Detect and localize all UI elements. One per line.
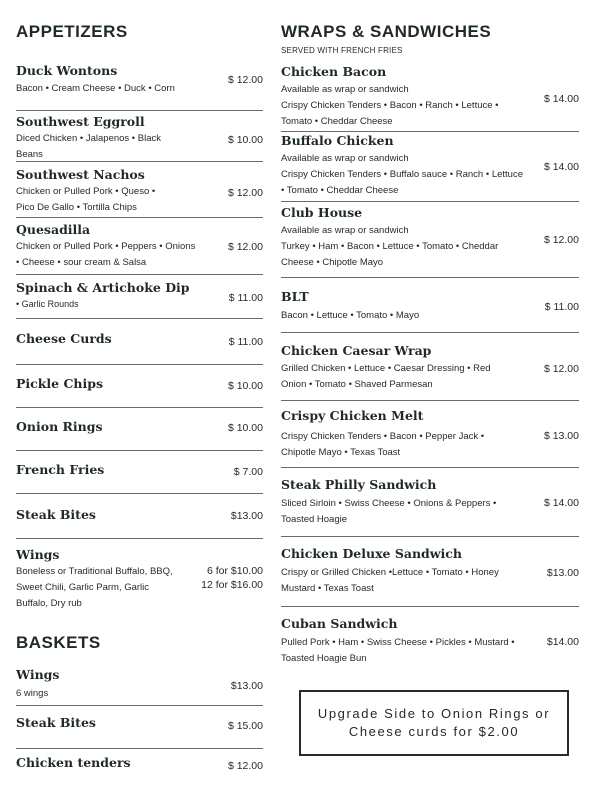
item-description: Chicken or Pulled Pork • Peppers • Onions • Cheese • sour cream & Salsa (16, 241, 196, 268)
menu-item (16, 715, 263, 749)
item-price: $ 10.00 (227, 380, 263, 392)
menu-item (16, 331, 263, 365)
item-ingredients: Turkey • Ham • Bacon • Lettuce • Tomato • Cheddar Cheese • Chipotle Mayo (281, 241, 499, 268)
item-name: Quesadilla (16, 222, 91, 237)
menu-item (281, 408, 579, 468)
menu-item (281, 616, 579, 670)
item-price: $ 10.00 (227, 134, 263, 146)
item-ingredients: Crispy Chicken Tenders • Bacon • Ranch • Lettuce • Tomato • Cheddar Cheese (281, 100, 499, 127)
baskets-title: BASKETS (16, 633, 101, 652)
wraps-title: WRAPS & SANDWICHES (281, 22, 492, 41)
item-name: Cuban Sandwich (281, 616, 398, 631)
appetizers-title: APPETIZERS (16, 22, 128, 41)
item-description: Crispy or Grilled Chicken •Lettuce • Tomato • Honey Mustard • Texas Toast (281, 567, 499, 594)
menu-item (281, 64, 579, 132)
menu-item (16, 419, 263, 451)
item-price: $ 11.00 (544, 301, 579, 313)
item-ingredients: Crispy Chicken Tenders • Buffalo sauce • Ranch • Lettuce • Tomato • Cheddar Cheese (281, 169, 523, 196)
item-name: Chicken tenders (16, 755, 131, 770)
item-price: $ 11.00 (228, 336, 263, 348)
menu-item (16, 507, 263, 539)
item-description: Boneless or Traditional Buffalo, BBQ, Sweet Chili, Garlic Parm, Garlic Buffalo, Dry rub (16, 566, 173, 609)
menu-item (16, 222, 263, 275)
item-price: $ 7.00 (233, 466, 263, 478)
item-price-option: 6 for $10.00 (206, 565, 263, 577)
item-price: $ 14.00 (543, 93, 579, 105)
item-description (281, 151, 526, 199)
item-description: Bacon • Cream Cheese • Duck • Corn (16, 83, 175, 94)
item-name: Steak Philly Sandwich (281, 477, 437, 492)
item-price: $13.00 (230, 510, 263, 522)
item-price-option: 12 for $16.00 (201, 579, 263, 591)
item-description: Grilled Chicken • Lettuce • Caesar Dressing • Red Onion • Tomato • Shaved Parmesan (281, 363, 491, 390)
menu-item (281, 546, 579, 607)
item-description: Sliced Sirloin • Swiss Cheese • Onions & Peppers • Toasted Hoagie (281, 498, 497, 525)
item-price: $14.00 (546, 636, 579, 648)
item-description: Bacon • Lettuce • Tomato • Mayo (281, 310, 420, 321)
item-description: • Garlic Rounds (16, 299, 79, 309)
item-description: Pulled Pork • Ham • Swiss Cheese • Pickles • Mustard • Toasted Hoagie Bun (281, 637, 515, 664)
item-description: Chicken or Pulled Pork • Queso • Pico De Gallo • Tortilla Chips (16, 186, 156, 213)
menu-item (16, 167, 263, 218)
item-description (281, 223, 526, 271)
menu-item (281, 289, 579, 333)
item-name: French Fries (16, 462, 105, 477)
item-price: $ 14.00 (543, 497, 579, 509)
item-name: Steak Bites (16, 507, 96, 522)
item-name: Chicken Bacon (281, 64, 387, 79)
item-availability: Available as wrap or sandwich (281, 225, 409, 236)
menu-item (16, 462, 263, 494)
item-availability: Available as wrap or sandwich (281, 153, 409, 164)
menu-item (281, 343, 579, 401)
item-price: $ 15.00 (227, 720, 263, 732)
menu-item (16, 755, 263, 781)
wraps-subtitle: SERVED WITH FRENCH FRIES (281, 46, 403, 55)
item-description: 6 wings (16, 688, 49, 699)
menu-item (16, 280, 263, 319)
item-price: $ 12.00 (227, 241, 263, 253)
menu-item (281, 133, 579, 202)
item-name: Club House (281, 205, 363, 220)
item-price: $ 10.00 (227, 422, 263, 434)
item-name: Wings (16, 667, 60, 682)
item-price: $ 14.00 (543, 161, 579, 173)
menu-item (16, 667, 263, 706)
item-name: Southwest Eggroll (16, 114, 145, 129)
menu-item (16, 547, 263, 611)
item-name: Cheese Curds (16, 331, 112, 346)
item-price: $ 12.00 (227, 187, 263, 199)
item-name: Pickle Chips (16, 376, 104, 391)
item-availability: Available as wrap or sandwich (281, 84, 409, 95)
item-name: Spinach & Artichoke Dip (16, 280, 190, 295)
item-price (201, 564, 263, 592)
menu-item (16, 114, 263, 162)
item-name: Buffalo Chicken (281, 133, 394, 148)
item-name: Chicken Deluxe Sandwich (281, 546, 462, 561)
item-name: BLT (281, 289, 309, 304)
item-price: $13.00 (546, 567, 579, 579)
item-name: Duck Wontons (16, 63, 118, 78)
upgrade-notice (299, 690, 569, 756)
item-name: Crispy Chicken Melt (281, 408, 424, 423)
item-price: $ 12.00 (227, 74, 263, 86)
item-price: $ 11.00 (228, 292, 263, 304)
item-price: $ 12.00 (543, 363, 579, 375)
upgrade-text: Upgrade Side to Onion Rings or Cheese curds for $2.00 (317, 706, 551, 739)
item-description (281, 82, 526, 130)
item-price: $ 12.00 (227, 760, 263, 772)
item-name: Steak Bites (16, 715, 96, 730)
item-description: Crispy Chicken Tenders • Bacon • Pepper Jack • Chipotle Mayo • Texas Toast (281, 431, 485, 458)
item-name: Wings (16, 547, 60, 562)
menu-item (281, 205, 579, 278)
menu-item (16, 376, 263, 408)
menu-item (16, 63, 263, 111)
item-price: $ 12.00 (543, 234, 579, 246)
item-name: Onion Rings (16, 419, 103, 434)
menu-item (281, 477, 579, 537)
item-description: Diced Chicken • Jalapenos • Black Beans (16, 133, 162, 160)
item-name: Southwest Nachos (16, 167, 145, 182)
item-price: $ 13.00 (543, 430, 579, 442)
item-name: Chicken Caesar Wrap (281, 343, 432, 358)
item-price: $13.00 (230, 680, 263, 692)
